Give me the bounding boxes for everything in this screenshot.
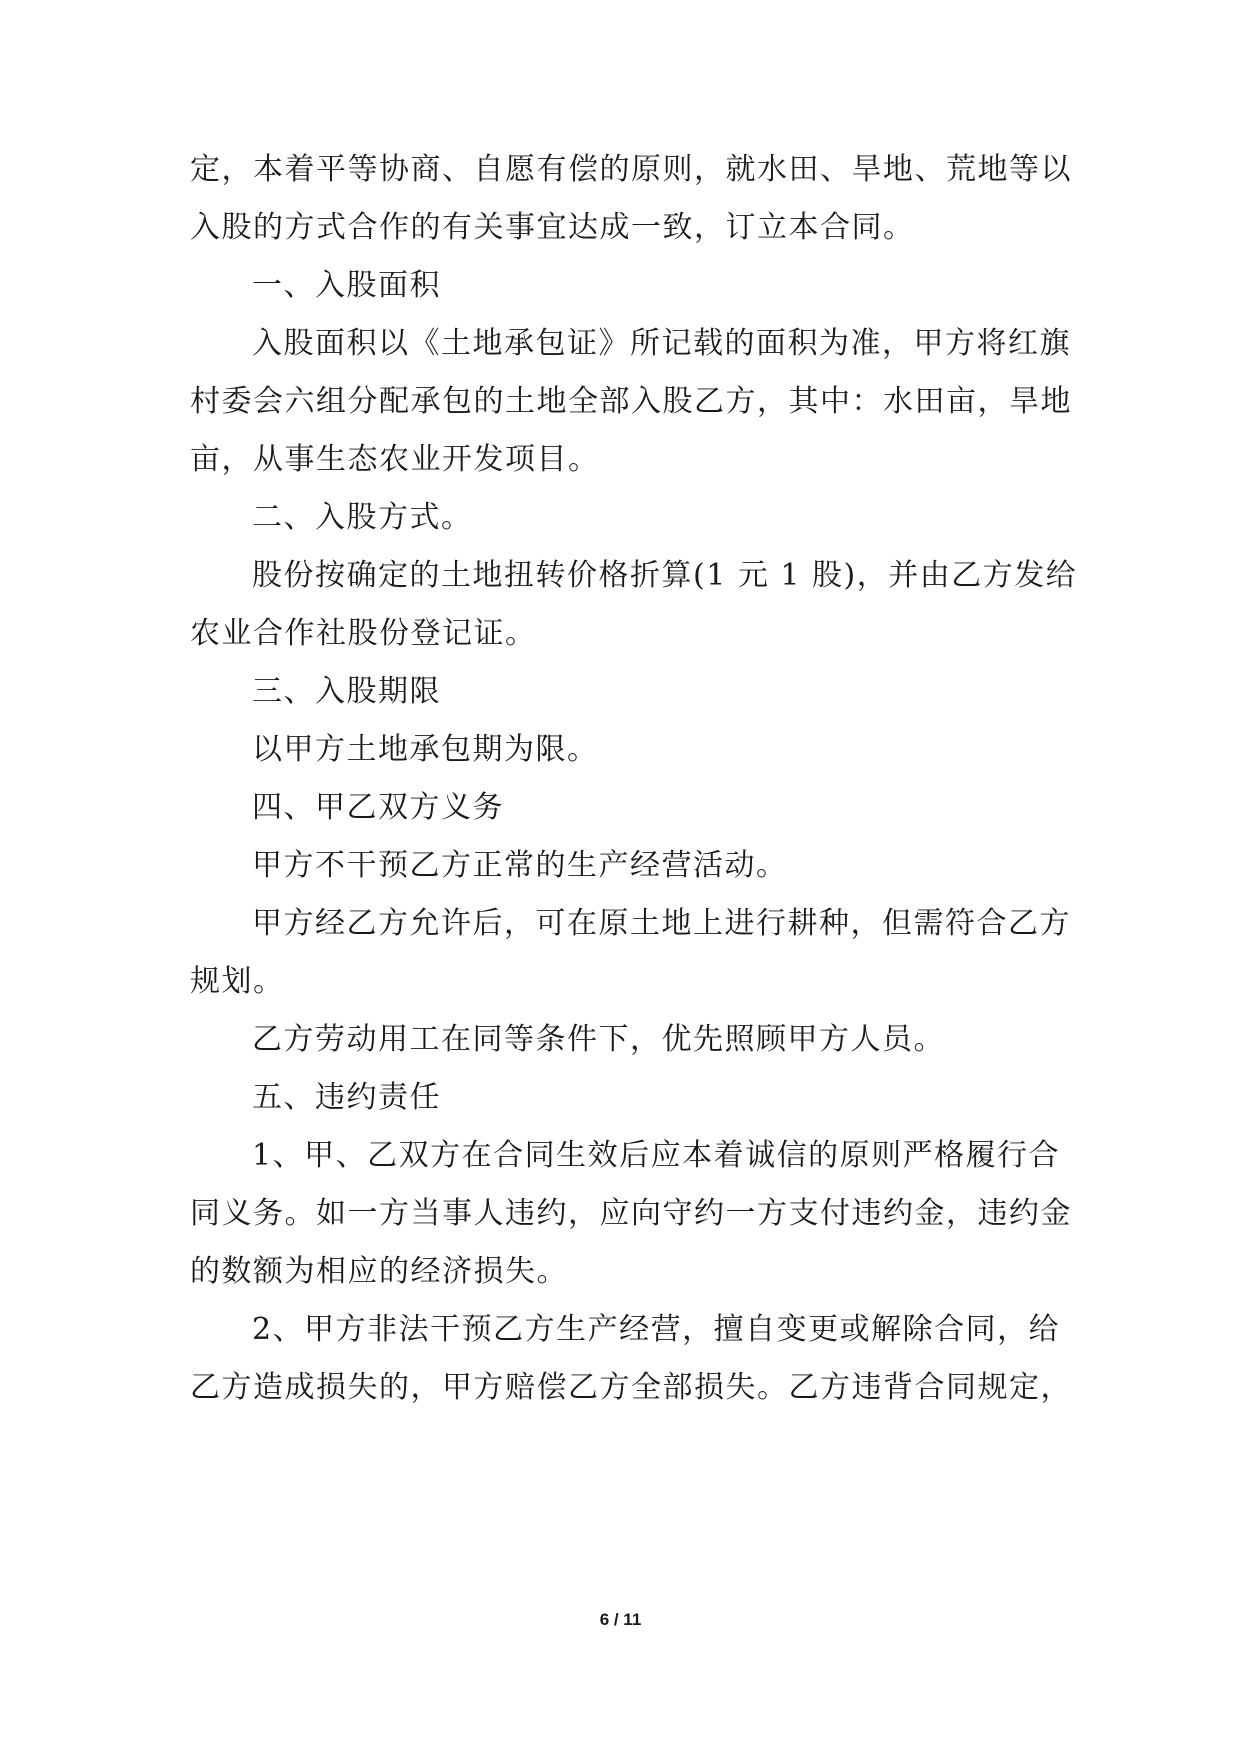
paragraph-line: 亩，从事生态农业开发项目。 xyxy=(190,442,600,477)
paragraph-line: 农业合作社股份登记证。 xyxy=(190,616,537,651)
paragraph-line: 的数额为相应的经济损失。 xyxy=(190,1254,568,1289)
page-number: 6 / 11 xyxy=(599,1610,642,1629)
paragraph-line: 入股的方式合作的有关事宜达成一致，订立本合同。 xyxy=(190,210,915,245)
paragraph-line: 乙方造成损失的，甲方赔偿乙方全部损失。乙方违背合同规定， xyxy=(190,1370,1072,1405)
section-heading: 二、入股方式。 xyxy=(252,500,473,535)
paragraph-line: 定，本着平等协商、自愿有偿的原则，就水田、旱地、荒地等以 xyxy=(190,152,1072,187)
paragraph-line: 规划。 xyxy=(190,964,285,999)
section-heading: 三、入股期限 xyxy=(252,674,441,709)
section-heading: 四、甲乙双方义务 xyxy=(252,790,504,825)
paragraph-line: 村委会六组分配承包的土地全部入股乙方，其中：水田亩，旱地 xyxy=(190,384,1072,419)
paragraph-line: 同义务。如一方当事人违约，应向守约一方支付违约金，违约金 xyxy=(190,1196,1072,1231)
paragraph-line: 1、甲、乙双方在合同生效后应本着诚信的原则严格履行合 xyxy=(252,1138,1061,1173)
paragraph-line: 以甲方土地承包期为限。 xyxy=(252,732,599,767)
section-heading: 一、入股面积 xyxy=(252,268,441,303)
paragraph-line: 2、甲方非法干预乙方生产经营，擅自变更或解除合同，给 xyxy=(252,1312,1061,1347)
section-heading: 五、违约责任 xyxy=(252,1080,441,1115)
paragraph-line: 入股面积以《土地承包证》所记载的面积为准，甲方将红旗 xyxy=(252,326,1071,361)
paragraph-line: 乙方劳动用工在同等条件下，优先照顾甲方人员。 xyxy=(252,1022,945,1057)
paragraph-line: 股份按确定的土地扭转价格折算(1 元 1 股)，并由乙方发给 xyxy=(252,558,1078,593)
paragraph-line: 甲方经乙方允许后，可在原土地上进行耕种，但需符合乙方 xyxy=(252,906,1071,941)
paragraph-line: 甲方不干预乙方正常的生产经营活动。 xyxy=(252,848,788,883)
